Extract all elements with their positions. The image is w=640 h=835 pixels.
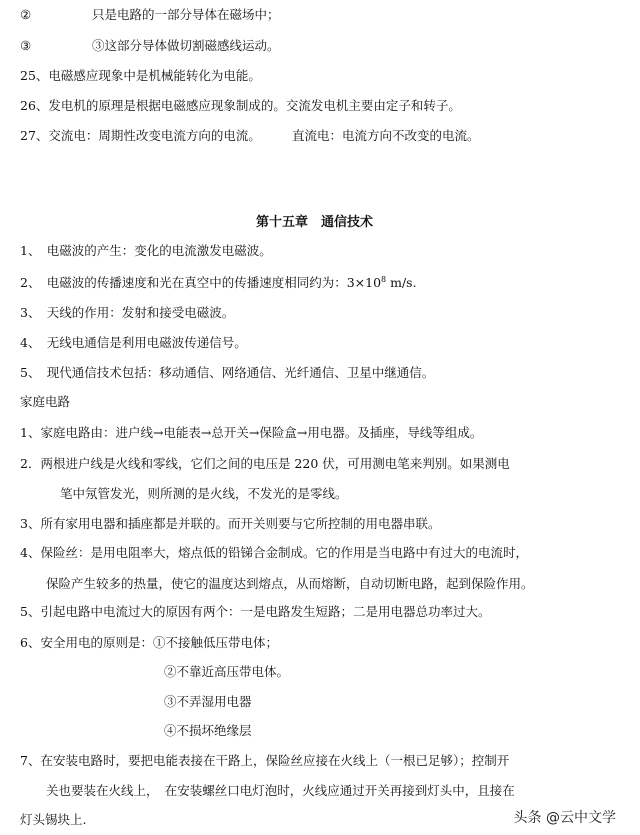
- speed-unit: m/s.: [386, 275, 417, 290]
- text-line: 只是电路的一部分导体在磁场中；: [92, 7, 280, 22]
- text-line: 26、发电机的原理是根据电磁感应现象制成的。交流发电机主要由定子和转子。: [20, 98, 461, 113]
- text-line: 保险产生较多的热量，使它的温度达到熔点，从而熔断，自动切断电路，起到保险作用。: [46, 576, 534, 591]
- text-line: 5、引起电路中电流过大的原因有两个：一是电路发生短路；二是用电器总功率过大。: [20, 604, 491, 619]
- text-line: 3、所有家用电器和插座都是并联的。而开关则要与它所控制的用电器串联。: [20, 516, 441, 531]
- text-line: 25、电磁感应现象中是机械能转化为电能。: [20, 68, 261, 83]
- text-line: 2．两根进户线是火线和零线，它们之间的电压是 220 伏，可用测电笔来判别。如果测电: [20, 456, 510, 471]
- chapter-item: 1、 电磁波的产生：变化的电流激发电磁波。: [20, 243, 272, 258]
- speed-exponent: 8: [381, 274, 387, 284]
- chapter-item: [20, 275, 417, 291]
- text-line: 27、交流电：周期性改变电流方向的电流。: [20, 128, 261, 143]
- text-line: ③这部分导体做切割磁感线运动。: [92, 38, 280, 53]
- chapter-item: 3、 天线的作用：发射和接受电磁波。: [20, 305, 235, 320]
- chapter-title: 第十五章 通信技术: [256, 215, 374, 230]
- watermark: 头条 @云中文学: [510, 805, 620, 829]
- text-line: 关也要装在火线上， 在安装螺丝口电灯泡时，火线应通过开关再接到灯头中，且接在: [46, 783, 515, 798]
- text-line: ②不靠近高压带电体。: [164, 664, 290, 679]
- text-line: 直流电：电流方向不改变的电流。: [292, 128, 480, 143]
- section-heading: 家庭电路: [20, 394, 71, 409]
- text-line: 7、在安装电路时，要把电能表接在干路上，保险丝应接在火线上（一根已足够）；控制开: [20, 753, 510, 768]
- text-line: 笔中氖管发光，则所测的是火线，不发光的是零线。: [60, 486, 348, 501]
- text-line: 1、家庭电路由：进户线→电能表→总开关→保险盒→用电器。及插座，导线等组成。: [20, 425, 483, 440]
- chapter-item: 5、 现代通信技术包括：移动通信、网络通信、光纤通信、卫星中继通信。: [20, 365, 435, 380]
- chapter-item: 4、 无线电通信是利用电磁波传递信号。: [20, 335, 247, 350]
- text-line: 6、安全用电的原则是：①不接触低压带电体；: [20, 635, 278, 650]
- item-marker: ③: [20, 38, 32, 53]
- text-line: 4、保险丝：是用电阻率大，熔点低的铅锑合金制成。它的作用是当电路中有过大的电流时，: [20, 545, 528, 560]
- item-marker: ②: [20, 7, 32, 22]
- speed-text: 2、 电磁波的传播速度和光在真空中的传播速度相同约为：3×10: [20, 275, 382, 290]
- text-line: 灯头锡块上.: [20, 812, 87, 827]
- text-line: ③不弄湿用电器: [164, 694, 252, 709]
- text-line: ④不损坏绝缘层: [164, 723, 252, 738]
